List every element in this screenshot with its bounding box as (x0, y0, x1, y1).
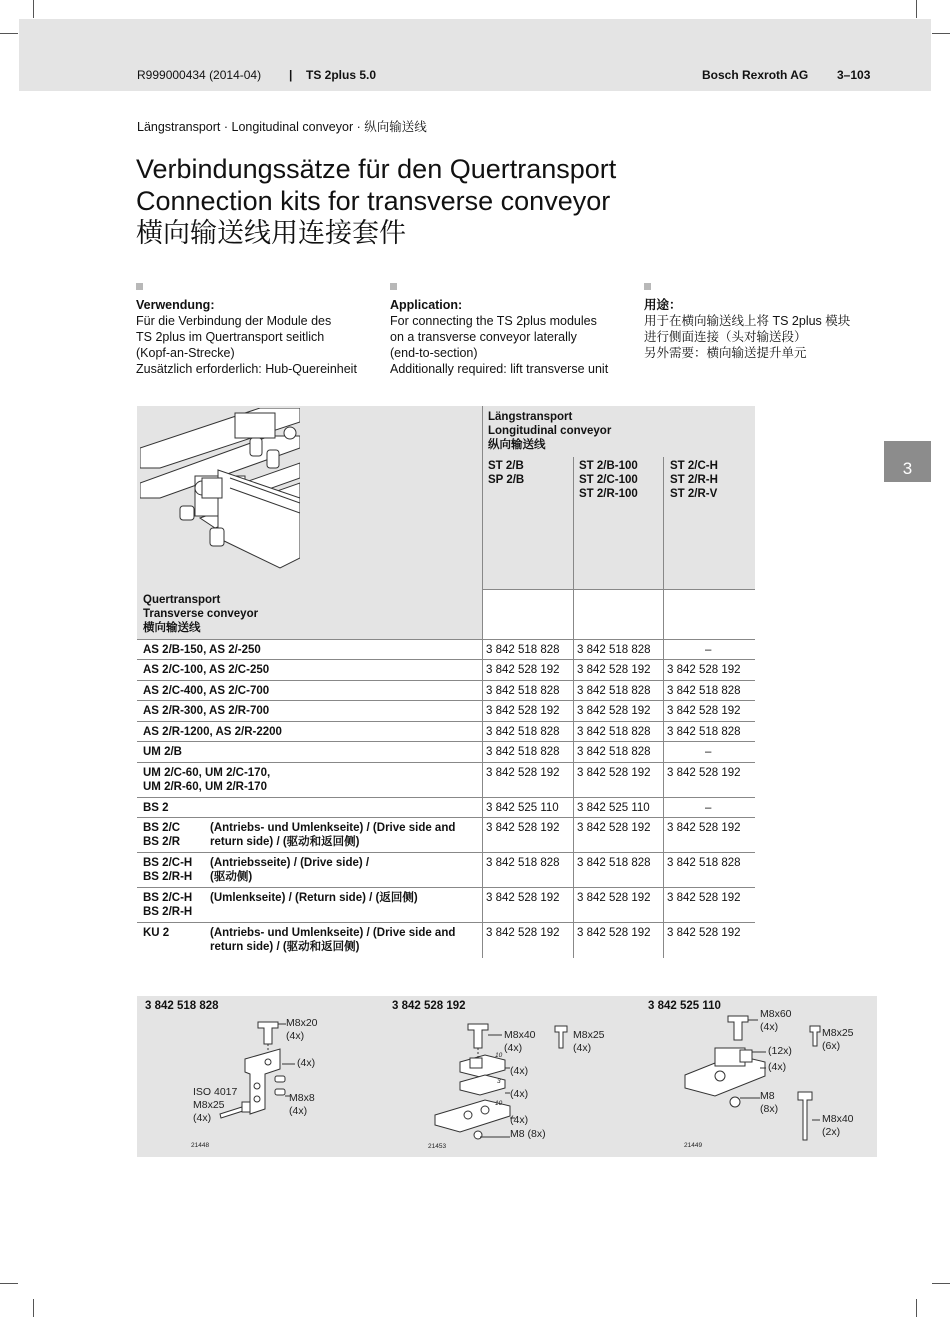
column-line: For connecting the TS 2plus modules (390, 314, 597, 328)
figure-number: 21449 (684, 1142, 703, 1149)
column-line: 用于在横向输送线上将 TS 2plus 模块 (644, 314, 851, 328)
part-number: 3 842 518 828 (486, 746, 560, 758)
header-line: ST 2/B (488, 460, 524, 472)
product-name: TS 2plus 5.0 (306, 68, 377, 82)
bullet-square (390, 283, 397, 290)
part-number: 3 842 528 192 (667, 664, 741, 676)
label: (4x) (286, 1030, 305, 1042)
label: M8x25 (193, 1099, 225, 1111)
header-line: Längstransport (488, 411, 573, 423)
row-desc-line: (Antriebs- und Umlenkseite) / (Drive side and (210, 927, 456, 939)
doc-number: R999000434 (2014-04) (137, 68, 262, 82)
row-name (143, 766, 270, 794)
crop-mark (932, 33, 950, 34)
transverse-header (143, 593, 258, 635)
dimension-label: 10 (495, 1052, 503, 1059)
table-rule (137, 817, 755, 818)
label: M8x25 (822, 1027, 854, 1039)
crop-mark (0, 1283, 18, 1284)
kit-id: 3 842 528 192 (392, 1000, 466, 1012)
part-number: – (705, 746, 712, 758)
label: (8x) (760, 1103, 779, 1115)
table-divider (663, 457, 664, 958)
part-number: 3 842 518 828 (577, 644, 651, 656)
part-number: 3 842 528 192 (577, 705, 651, 717)
part-number: – (705, 644, 712, 656)
row-desc-line: (Antriebs- und Umlenkseite) / (Drive side and (210, 822, 456, 834)
table-rule (137, 762, 755, 763)
table-rule (482, 589, 755, 590)
part-number: 3 842 528 192 (667, 705, 741, 717)
kit-525110-drawing (680, 1010, 830, 1145)
part-number: 3 842 518 828 (486, 685, 560, 697)
table-rule (137, 852, 755, 853)
usage-column-zh (644, 283, 880, 361)
header-line: 横向输送线 (143, 622, 201, 634)
part-number: 3 842 518 828 (667, 685, 741, 697)
row-name: AS 2/R-1200, AS 2/R-2200 (143, 726, 282, 738)
part-number: 3 842 518 828 (486, 857, 560, 869)
label: M8x40 (504, 1029, 536, 1041)
label: (2x) (822, 1126, 841, 1138)
part-number: 3 842 528 192 (486, 892, 560, 904)
part-number: 3 842 528 192 (667, 822, 741, 834)
row-name-line: UM 2/C-60, UM 2/C-170, (143, 767, 271, 779)
table-rule (137, 922, 755, 923)
column-line: 进行侧面连接（头对输送段） (644, 330, 807, 344)
row-desc-line: (Antriebsseite) / (Drive side) / (210, 857, 370, 869)
column-heading: Verwendung: (136, 298, 215, 312)
header-line: Transverse conveyor (143, 608, 259, 620)
crop-mark (0, 33, 18, 34)
row-name: AS 2/C-100, AS 2/C-250 (143, 664, 270, 676)
row-description (210, 856, 369, 884)
label: M8x60 (760, 1008, 792, 1020)
part-number: 3 842 518 828 (577, 685, 651, 697)
label: M8x8 (289, 1092, 315, 1104)
label: (4x) (289, 1105, 308, 1117)
column-line: (Kopf-an-Strecke) (136, 346, 235, 360)
header-line: ST 2/B-100 (579, 460, 638, 472)
part-number: 3 842 528 192 (667, 927, 741, 939)
label: (4x) (573, 1042, 592, 1054)
row-desc-line: (驱动侧) (210, 871, 253, 883)
row-description (210, 926, 455, 954)
row-name-line: BS 2/C-H (143, 857, 193, 869)
header-line: SP 2/B (488, 474, 525, 486)
part-number: 3 842 528 192 (486, 767, 560, 779)
part-number: 3 842 528 192 (577, 767, 651, 779)
table-rule (137, 680, 755, 681)
row-name (143, 821, 180, 849)
label: (4x) (510, 1065, 529, 1077)
row-name-line: BS 2/C (143, 822, 181, 834)
row-desc-line: return side) / (驱动和返回侧) (210, 941, 360, 953)
conveyor-illustration (140, 408, 300, 570)
table-rule (137, 659, 755, 660)
table-rule (137, 639, 755, 640)
row-name: UM 2/B (143, 746, 182, 758)
row-desc-line: (Umlenkseite) / (Return side) / (返回侧) (210, 892, 418, 904)
row-name (143, 891, 192, 919)
page-title (136, 153, 616, 249)
column-line: Zusätzlich erforderlich: Hub-Quereinheit (136, 362, 357, 376)
label: (4x) (193, 1112, 212, 1124)
label: ISO 4017 (193, 1086, 238, 1098)
col-header-3 (670, 459, 718, 501)
table-divider (482, 406, 483, 958)
part-number: 3 842 525 110 (486, 802, 559, 814)
title-de: Verbindungssätze für den Quertransport (136, 154, 617, 184)
usage-column-de (136, 283, 376, 377)
label: M8 (760, 1090, 775, 1102)
part-number: 3 842 528 192 (577, 822, 651, 834)
column-line: TS 2plus im Quertransport seitlich (136, 330, 325, 344)
label: (4x) (297, 1057, 316, 1069)
row-desc-line: return side) / (驱动和返回侧) (210, 836, 360, 848)
part-number: 3 842 518 828 (667, 726, 741, 738)
table-rule (137, 741, 755, 742)
header-line: ST 2/R-V (670, 488, 718, 500)
section-subtitle: Längstransport · Longitudinal conveyor · 纵向输送线 (137, 120, 427, 134)
row-name: KU 2 (143, 927, 170, 939)
row-name-line: BS 2/C-H (143, 892, 193, 904)
crop-mark (932, 1283, 950, 1284)
bullet-square (136, 283, 143, 290)
column-heading: 用途： (644, 298, 682, 312)
label: M8x20 (286, 1017, 318, 1029)
row-name-line: BS 2/R (143, 836, 181, 848)
label: (6x) (822, 1040, 841, 1052)
table-rule (137, 700, 755, 701)
crop-mark (916, 1299, 917, 1317)
column-line: on a transverse conveyor laterally (390, 330, 577, 344)
part-number: – (705, 802, 712, 814)
title-zh: 横向输送线用连接套件 (136, 218, 406, 248)
bullet-square (644, 283, 651, 290)
label: (4x) (760, 1021, 779, 1033)
column-line: Additionally required: lift transverse unit (390, 362, 609, 376)
row-name (143, 856, 192, 884)
label: (12x) (768, 1045, 792, 1057)
part-number: 3 842 528 192 (486, 705, 560, 717)
label: M8 (8x) (510, 1128, 546, 1140)
header-line: ST 2/R-H (670, 474, 718, 486)
header-line: ST 2/C-100 (579, 474, 638, 486)
crop-mark (33, 0, 34, 18)
row-name: AS 2/B-150, AS 2/-250 (143, 644, 261, 656)
row-name-line: BS 2/R-H (143, 906, 193, 918)
header-line: ST 2/R-100 (579, 488, 638, 500)
part-number: 3 842 518 828 (577, 726, 651, 738)
header-separator: | (289, 68, 293, 82)
label: (4x) (504, 1042, 523, 1054)
part-number: 3 842 528 192 (577, 927, 651, 939)
crop-mark (33, 1299, 34, 1317)
figure-number: 21453 (428, 1143, 447, 1150)
row-name: AS 2/C-400, AS 2/C-700 (143, 685, 270, 697)
label: (4x) (510, 1088, 529, 1100)
column-line: 另外需要：横向输送提升单元 (644, 346, 807, 360)
table-rule (137, 721, 755, 722)
part-number: 3 842 528 192 (486, 664, 560, 676)
title-en: Connection kits for transverse conveyor (136, 186, 611, 216)
column-line: Für die Verbindung der Module des (136, 314, 332, 328)
part-number: 3 842 518 828 (577, 857, 651, 869)
usage-column-en (390, 283, 630, 377)
dimension-label: 10 (495, 1100, 503, 1107)
part-number: 3 842 528 192 (667, 767, 741, 779)
row-name-line: UM 2/R-60, UM 2/R-170 (143, 781, 267, 793)
part-number: 3 842 525 110 (577, 802, 650, 814)
row-name-line: BS 2/R-H (143, 871, 193, 883)
crop-mark (916, 0, 917, 18)
row-description (210, 821, 455, 849)
row-name: AS 2/R-300, AS 2/R-700 (143, 705, 270, 717)
part-number: 3 842 518 828 (486, 726, 560, 738)
kit-id: 3 842 518 828 (145, 1000, 219, 1012)
part-number: 3 842 518 828 (486, 644, 560, 656)
label: M8x40 (822, 1113, 854, 1125)
header-line: Quertransport (143, 594, 221, 606)
part-number: 3 842 528 192 (667, 892, 741, 904)
header-line: 纵向输送线 (488, 439, 546, 451)
header-line: Longitudinal conveyor (488, 425, 612, 437)
dimension-label: 3 (497, 1078, 501, 1085)
figure-number: 21448 (191, 1142, 210, 1149)
part-number: 3 842 528 192 (486, 822, 560, 834)
part-number: 3 842 528 192 (577, 892, 651, 904)
row-description (210, 891, 418, 905)
part-number: 3 842 528 192 (577, 664, 651, 676)
table-rule (137, 887, 755, 888)
longitudinal-header (488, 410, 611, 452)
table-divider (573, 457, 574, 958)
label: (4x) (510, 1114, 529, 1126)
chapter-tab[interactable]: 3 (884, 441, 931, 482)
company-name: Bosch Rexroth AG (702, 68, 809, 82)
label: M8x25 (573, 1029, 605, 1041)
label: (4x) (768, 1061, 787, 1073)
col-header-1 (488, 459, 524, 487)
part-number: 3 842 528 192 (486, 927, 560, 939)
part-number: 3 842 518 828 (667, 857, 741, 869)
page-number: 3–103 (837, 68, 871, 82)
kit-id: 3 842 525 110 (648, 1000, 721, 1012)
header-line: ST 2/C-H (670, 460, 718, 472)
row-name: BS 2 (143, 802, 169, 814)
column-heading: Application: (390, 298, 463, 312)
col-header-2 (579, 459, 638, 501)
table-rule (137, 797, 755, 798)
part-number: 3 842 518 828 (577, 746, 651, 758)
column-line: (end-to-section) (390, 346, 478, 360)
